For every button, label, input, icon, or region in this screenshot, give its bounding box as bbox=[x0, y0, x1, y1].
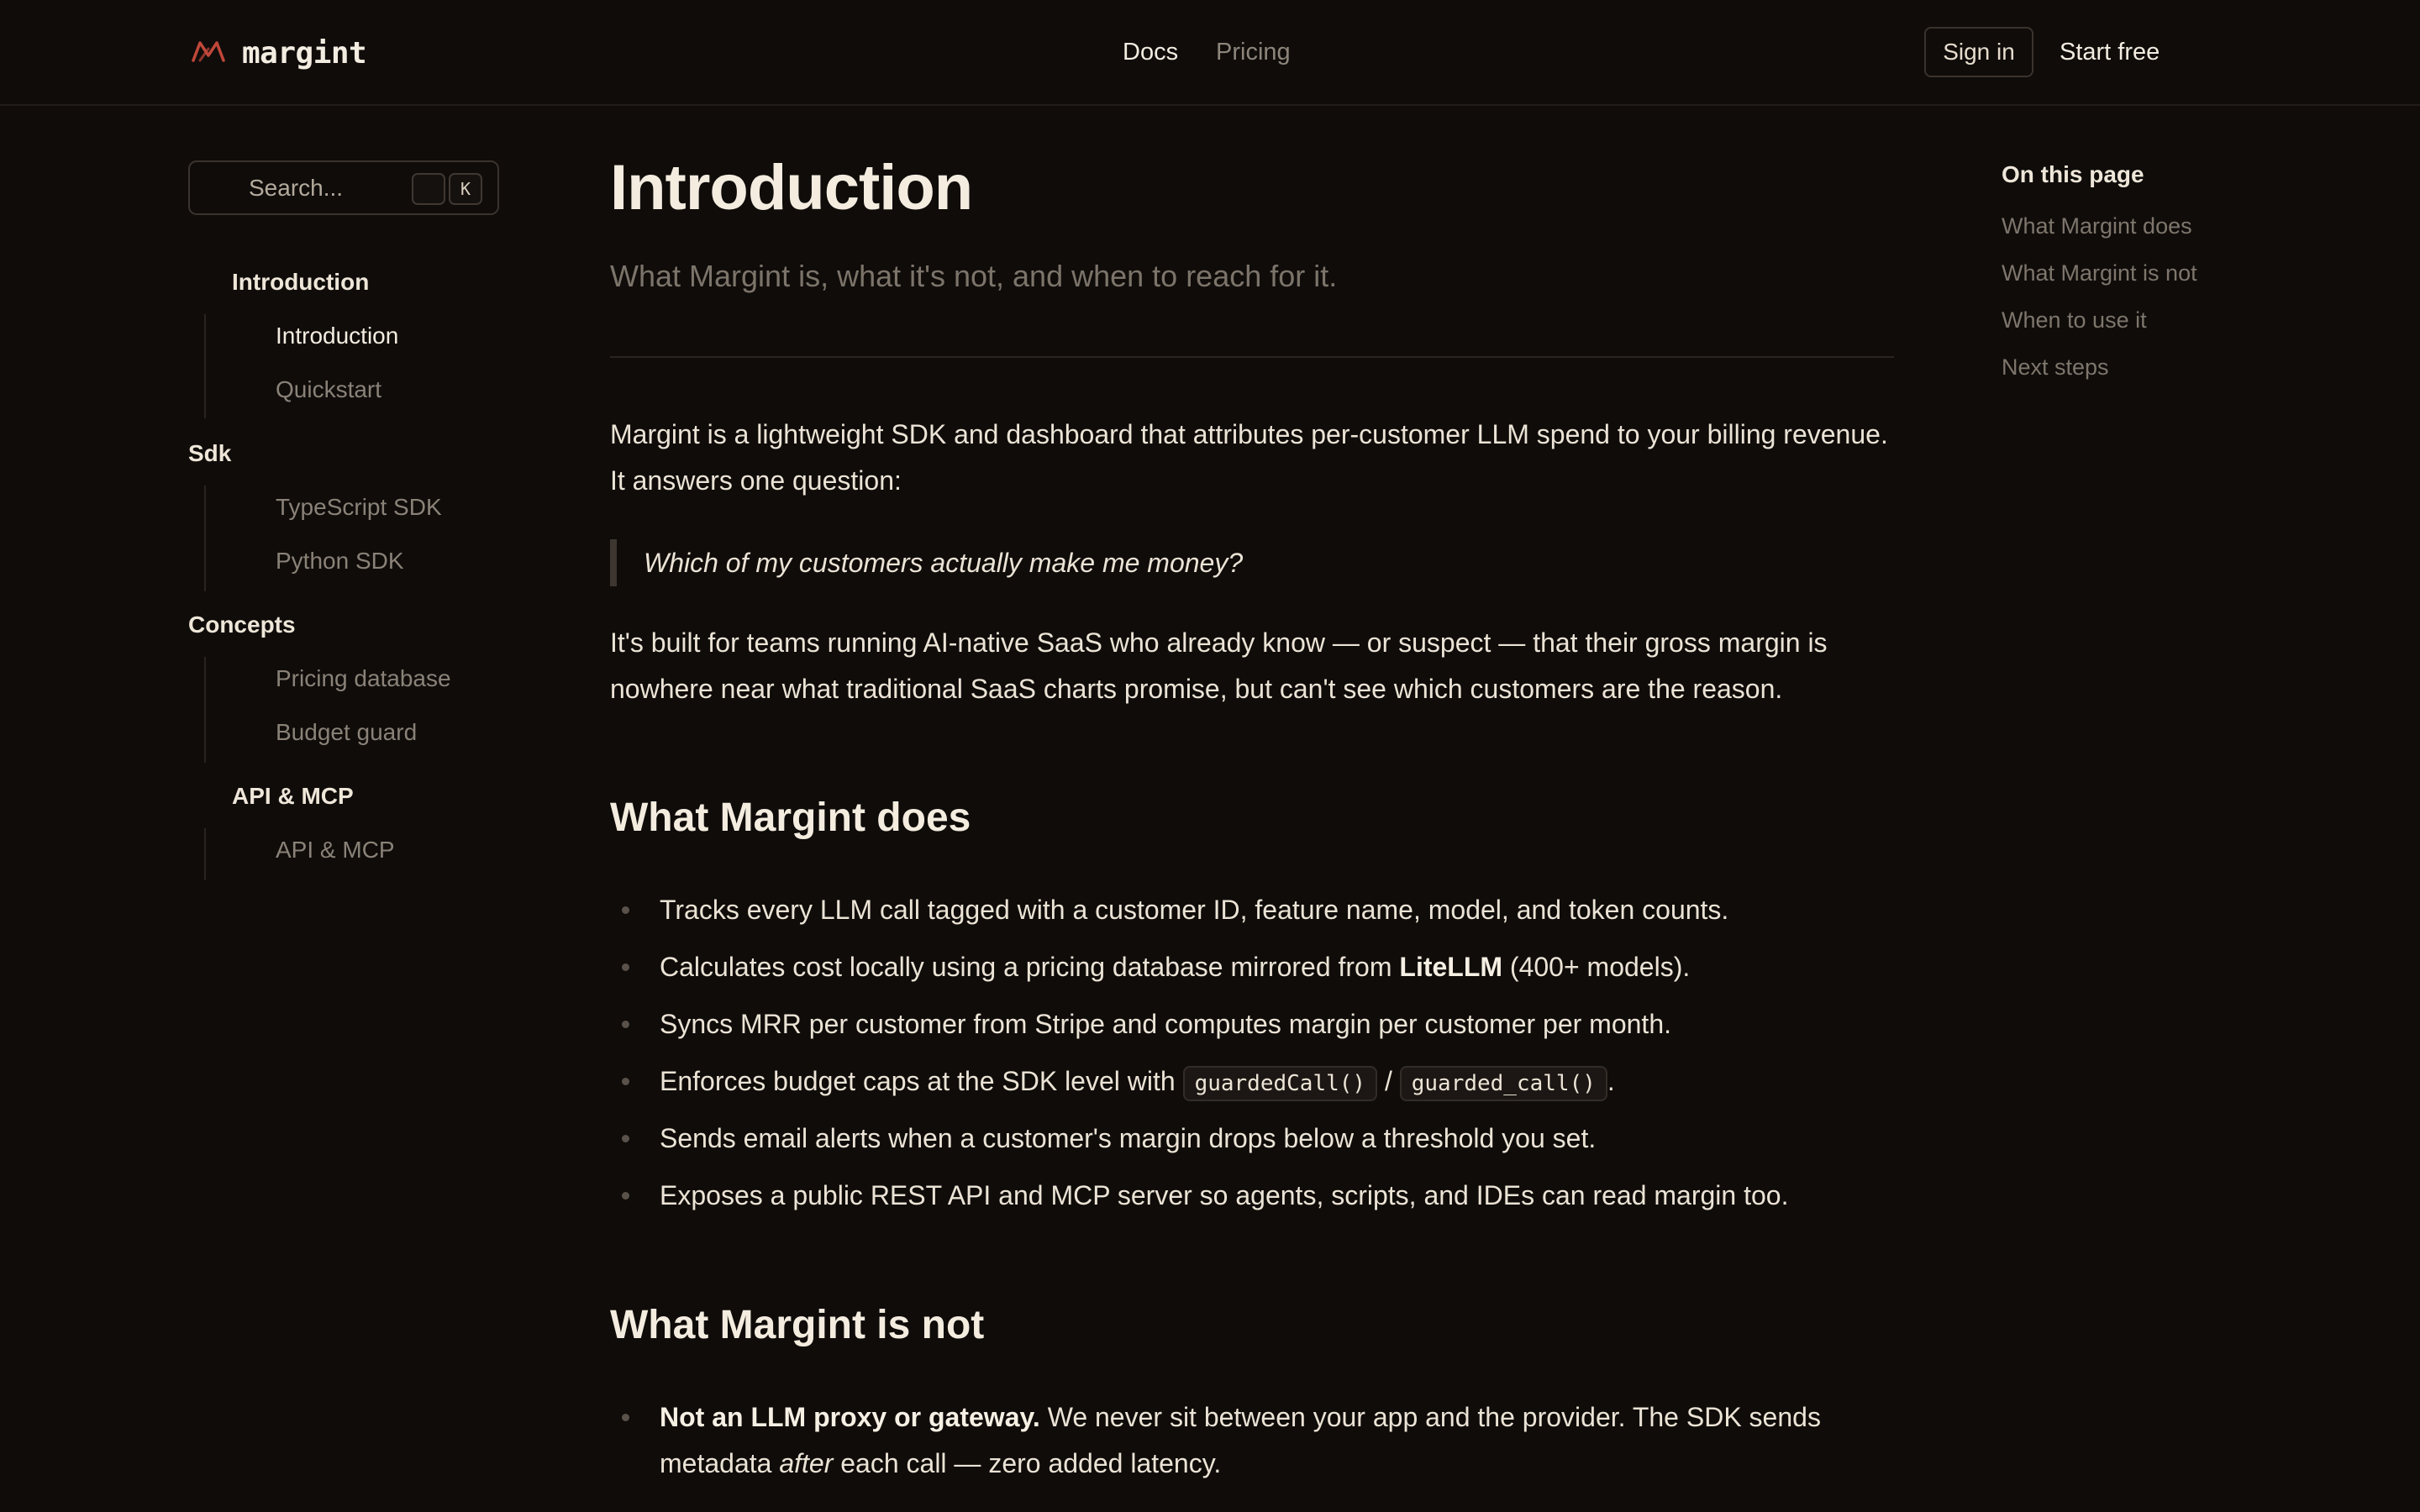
heading-what-margint-does: What Margint does bbox=[610, 795, 971, 840]
sidebar-item-typescript-sdk[interactable]: TypeScript SDK bbox=[276, 494, 442, 520]
list-item bbox=[660, 1394, 1895, 1487]
blockquote-bar bbox=[610, 539, 617, 586]
list-item bbox=[660, 1058, 1895, 1107]
list-item: Exposes a public REST API and MCP server so agents, scripts, and IDEs can read margin too. bbox=[660, 1180, 1789, 1210]
bullet-dot bbox=[622, 1135, 629, 1142]
sidebar-group-concepts[interactable]: Concepts bbox=[188, 612, 296, 638]
sidebar-item-pricing-database[interactable]: Pricing database bbox=[276, 665, 451, 691]
search-placeholder: Search... bbox=[249, 175, 344, 201]
toc-title: On this page bbox=[2002, 161, 2144, 187]
heading-what-margint-is-not: What Margint is not bbox=[610, 1303, 985, 1347]
command-key-icon bbox=[412, 173, 445, 205]
sidebar-group-introduction[interactable]: Introduction bbox=[232, 269, 370, 295]
list-item bbox=[660, 944, 1895, 990]
logo-link[interactable] bbox=[192, 32, 366, 74]
sidebar-item-introduction[interactable]: Introduction bbox=[276, 323, 399, 349]
sign-in-button[interactable]: Sign in bbox=[1924, 27, 2033, 77]
sidebar-rail bbox=[204, 314, 206, 418]
sidebar-rail bbox=[204, 828, 206, 880]
nav-pricing-link[interactable]: Pricing bbox=[1216, 38, 1291, 66]
k-key-hint: K bbox=[449, 173, 482, 205]
logo-text: margint bbox=[242, 35, 367, 71]
bullet-dot bbox=[622, 1192, 629, 1200]
sidebar-item-api-mcp[interactable]: API & MCP bbox=[276, 837, 395, 863]
title-divider bbox=[610, 356, 1894, 358]
list-item-text: each call — zero added latency. bbox=[833, 1448, 1222, 1478]
list-item: Tracks every LLM call tagged with a customer ID, feature name, model, and token counts. bbox=[660, 895, 1729, 925]
list-item-text: (400+ models). bbox=[1502, 952, 1691, 982]
list-item-text: . bbox=[1607, 1066, 1615, 1096]
toc-link-what-margint-does[interactable]: What Margint does bbox=[2002, 213, 2192, 239]
intro-paragraph: Margint is a lightweight SDK and dashboard that attributes per-customer LLM spend to your billing revenue. It answers one question: bbox=[610, 419, 1888, 496]
list-item-text: / bbox=[1377, 1066, 1400, 1096]
top-header bbox=[0, 0, 2420, 106]
sidebar-item-python-sdk[interactable]: Python SDK bbox=[276, 548, 404, 574]
start-free-button[interactable]: Start free bbox=[2060, 38, 2160, 66]
bullet-dot bbox=[622, 906, 629, 914]
margint-logo-icon bbox=[192, 39, 242, 68]
bullet-dot bbox=[622, 963, 629, 971]
toc-link-what-margint-is-not[interactable]: What Margint is not bbox=[2002, 260, 2197, 286]
bullet-dot bbox=[622, 1414, 629, 1421]
toc-link-when-to-use-it[interactable]: When to use it bbox=[2002, 307, 2147, 333]
toc-link-next-steps[interactable]: Next steps bbox=[2002, 354, 2109, 380]
list-item-text: Calculates cost locally using a pricing database mirrored from bbox=[660, 952, 1400, 982]
list-item-strong: Not an LLM proxy or gateway. bbox=[660, 1402, 1040, 1432]
blockquote-text: Which of my customers actually make me money? bbox=[644, 548, 1244, 578]
sidebar-item-quickstart[interactable]: Quickstart bbox=[276, 376, 382, 402]
sidebar-rail bbox=[204, 486, 206, 591]
nav-docs-link[interactable]: Docs bbox=[1123, 38, 1179, 66]
inline-code-guardedcall: guardedCall() bbox=[1183, 1066, 1378, 1101]
bullet-dot bbox=[622, 1021, 629, 1028]
sidebar-item-budget-guard[interactable]: Budget guard bbox=[276, 719, 418, 745]
litellm-link[interactable]: LiteLLM bbox=[1399, 952, 1503, 982]
page-title: Introduction bbox=[610, 152, 973, 223]
inline-code-guarded-call: guarded_call() bbox=[1400, 1066, 1607, 1101]
list-item-text: Enforces budget caps at the SDK level with bbox=[660, 1066, 1183, 1096]
list-item: Syncs MRR per customer from Stripe and computes margin per customer per month. bbox=[660, 1009, 1671, 1039]
bullet-dot bbox=[622, 1078, 629, 1085]
search-input[interactable] bbox=[188, 160, 499, 215]
sidebar-rail bbox=[204, 657, 206, 763]
page-subtitle: What Margint is, what it's not, and when to reach for it. bbox=[610, 259, 1338, 293]
sidebar-group-sdk[interactable]: Sdk bbox=[188, 440, 232, 466]
list-item-text: We never sit between your app and the provider. The SDK sends metadata bbox=[660, 1402, 1821, 1478]
audience-paragraph: It's built for teams running AI-native SaaS who already know — or suspect — that their gross margin is nowhere near what traditional SaaS charts promise, but can't see which customers are the reason. bbox=[610, 627, 1828, 704]
sidebar-group-api-mcp[interactable]: API & MCP bbox=[232, 783, 354, 809]
list-item-emphasis: after bbox=[779, 1448, 834, 1478]
list-item: Sends email alerts when a customer's margin drops below a threshold you set. bbox=[660, 1123, 1597, 1153]
